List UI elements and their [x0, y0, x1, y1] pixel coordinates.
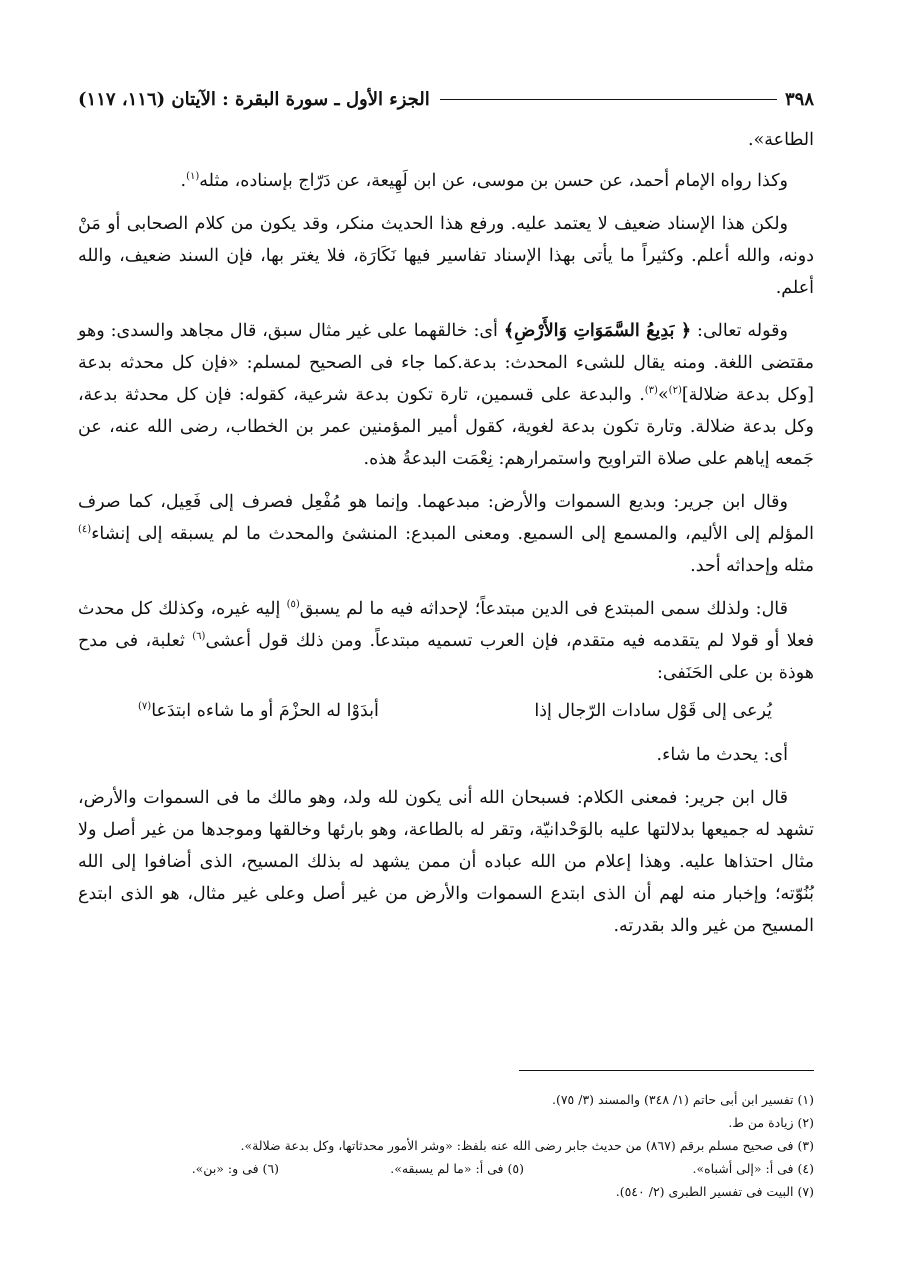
p3-intro: وقوله تعالى:: [691, 321, 789, 341]
footnote-ref-2: (٢): [668, 385, 682, 397]
footnote-ref-3: (٣): [644, 385, 658, 397]
footnote-ref-7: (٧): [138, 701, 152, 713]
footnotes: [78, 1088, 814, 1203]
footnote-4: (٤) فى أ: «إلى أشباه».: [692, 1161, 814, 1176]
p6-text: أى: يحدث ما شاء.: [656, 745, 788, 765]
page-number: ٣٩٨: [784, 88, 814, 110]
page-header: [78, 84, 814, 114]
p5-text-c: ثعلبة، فى مدح هوذة بن على الحَنَفى:: [78, 631, 814, 683]
footnote-ref-6: (٦): [192, 631, 206, 643]
p2-text: ولكن هذا الإسناد ضعيف لا يعتمد عليه. ورفع هذا الحديث منكر، وقد يكون من كلام الصحابى أو مَنْ دونه، والله أعلم. وكثيراً ما يأتى بهذا الإسناد تفاسير فيها نَكَارَة، فلا يغتر بها، فإن السند ضعيف، والله أعلم.: [78, 214, 814, 298]
continuation-text: الطاعة».: [748, 130, 814, 150]
p5-text-a: قال: ولذلك سمى المبتدع فى الدين مبتدعاً؛ لإحداثه فيه ما لم يسبق: [299, 599, 788, 619]
paragraph-3: [78, 315, 814, 475]
verse-second-hemistich-wrap: [138, 695, 379, 727]
paragraph-continuation: [78, 124, 814, 156]
footnote-1: (١) تفسير ابن أبى حاتم (١/ ٣٤٨) والمسند (٣/ ٧٥).: [551, 1092, 814, 1107]
p7-text: قال ابن جرير: فمعنى الكلام: فسبحان الله أنى يكون لله ولد، وهو مالك ما فى السموات والأرض، تشهد له جميعها بدلالتها عليه بالوَحْدانيّة، وتقر له بالطاعة، وهو بارئها وخالقها وموجدها من غير أصل ولا مثال احتذاها عليه. وهذا إعلام من الله عباده أن ممن يشهد له بذلك المسيح، الذى أضافوا إلى الله بُنُوّته؛ وإخبار منه لهم أن الذى ابتدع السموات والأرض من غير أصل وعلى غير مثال، هو الذى ابتدع المسيح من غير والد بقدرته.: [78, 788, 814, 936]
footnote-separator: [519, 1070, 814, 1071]
p1-end: .: [180, 171, 187, 191]
p3-quote-close: »: [657, 385, 669, 405]
footnote-row-4-6: [78, 1157, 814, 1180]
header-rule: [440, 99, 777, 100]
p4-text-a: وقال ابن جرير: وبديع السموات والأرض: مبدعهما. وإنما هو مُفْعِل فصرف إلى فَعِيل، كما صرف المؤلم إلى الأليم، والمسمع إلى السميع. ومعنى المبدع: المنشئ والمحدث ما لم يسبقه إلى إنشاء: [78, 492, 814, 544]
p3-text-b: . والبدعة على قسمين، تارة تكون بدعة شرعية، كقوله: فإن كل محدثة بدعة، وكل بدعة ضلالة. وتارة تكون بدعة لغوية، كقول أمير المؤمنين عمر بن الخطاب، رضى الله عنه، عن جَمعه إياهم على صلاة التراويح واستمرارهم: نِعْمَت البدعةُ هذه.: [78, 385, 814, 469]
page-body: [78, 124, 814, 953]
poetry-verse: [78, 695, 814, 727]
p4-text-b: مثله وإحداثه أحد.: [690, 556, 814, 576]
paragraph-1: [78, 165, 814, 197]
footnote-7: (٧) البيت فى تفسير الطبرى (٢/ ٥٤٠).: [615, 1184, 814, 1199]
quran-verse: ﴿ بَدِيعُ السَّمَوَاتِ وَالأَرْضِ﴾: [503, 321, 692, 341]
footnote-ref-4: (٤): [78, 524, 92, 536]
footnote-ref-1: (١): [186, 171, 200, 183]
paragraph-6: [78, 739, 814, 771]
running-title: الجزء الأول ـ سورة البقرة : الآيتان (١١٦، ١١٧): [78, 88, 430, 110]
footnote-ref-5: (٥): [286, 599, 300, 611]
p5-text-b: إليه غيره، وكذلك كل محدث فعلا أو قولا لم يتقدمه فيه متقدم، فإن العرب تسميه مبتدعاً. ومن ذلك قول أعشى: [78, 599, 815, 651]
paragraph-7: [78, 782, 814, 942]
footnote-3: (٣) فى صحيح مسلم برقم (٨٦٧) من حديث جابر رضى الله عنه بلفظ: «وشر الأمور محدثاتها، وكل بدعة ضلالة».: [240, 1138, 814, 1153]
verse-second-hemistich: أبدَوْا له الحزْمَ أو ما شاءه ابتدَعا: [151, 701, 379, 721]
footnote-2: (٢) زيادة من ط.: [728, 1115, 814, 1130]
footnote-6: (٦) فى و: «بن».: [191, 1161, 279, 1176]
verse-first-hemistich: يُرعى إلى قَوْل سادات الرّجال إذا: [534, 701, 772, 721]
footnote-5: (٥) فى أ: «ما لم يسبقه».: [390, 1161, 524, 1176]
p3-text-a: أى: خالقهما على غير مثال سبق، قال مجاهد والسدى: وهو مقتضى اللغة. ومنه يقال للشىء المحدث: بدعة.كما جاء فى الصحيح لمسلم: «فإن كل محدثه بدعة [وكل بدعة ضلالة]: [78, 321, 814, 405]
paragraph-4: [78, 486, 814, 582]
paragraph-2: [78, 208, 814, 304]
paragraph-5: [78, 593, 814, 689]
p1-text: وكذا رواه الإمام أحمد، عن حسن بن موسى، عن ابن لَهِيعة، عن دَرّاج بإسناده، مثله: [199, 171, 788, 191]
